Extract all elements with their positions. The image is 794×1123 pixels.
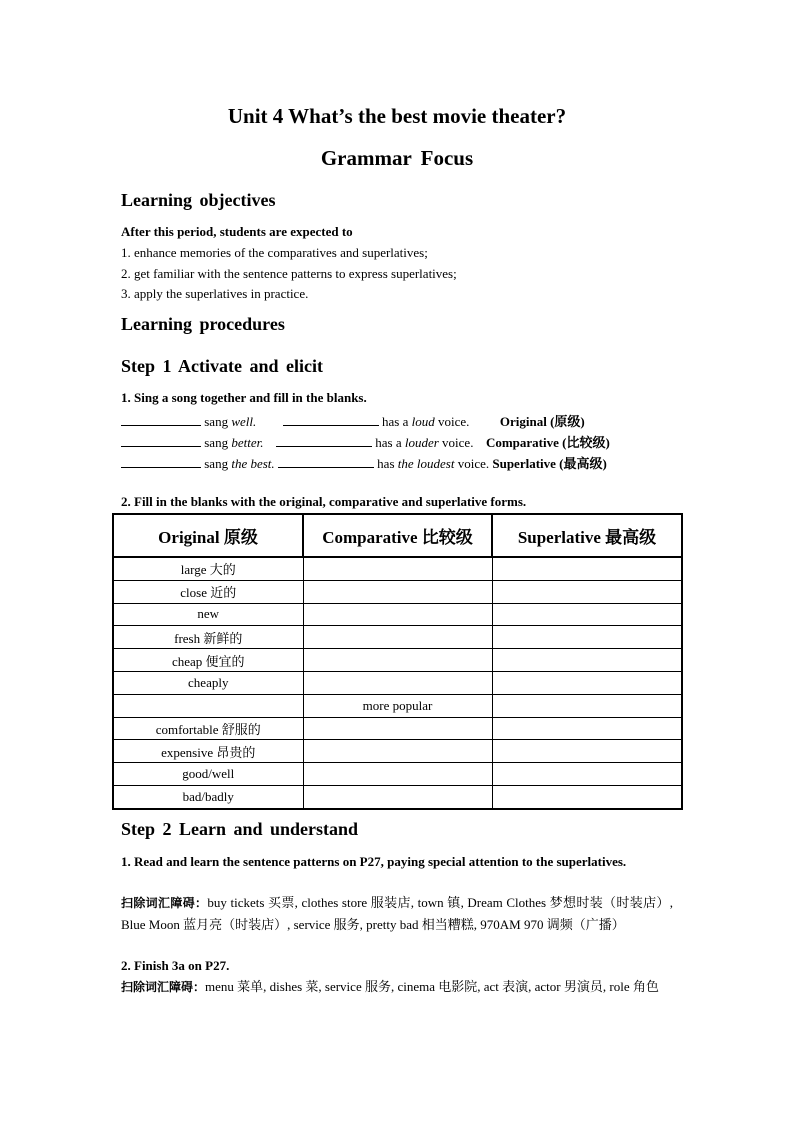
cell-original[interactable]: cheap 便宜的 (113, 649, 303, 672)
cell-comparative[interactable] (303, 649, 492, 672)
cell-original[interactable]: large 大的 (113, 557, 303, 580)
vocab-label: 扫除词汇障碍： (121, 980, 206, 994)
cell-superlative[interactable] (492, 557, 682, 580)
objective-item: 2. get familiar with the sentence patterns to express superlatives; (121, 266, 457, 281)
forms-table (112, 513, 683, 810)
objective-item: 1. enhance memories of the comparatives and superlatives; (121, 245, 428, 260)
cell-original[interactable]: bad/badly (113, 785, 303, 808)
objective-item: 3. apply the superlatives in practice. (121, 286, 309, 301)
fill-blank[interactable] (121, 435, 201, 447)
cell-original[interactable]: fresh 新鲜的 (113, 626, 303, 649)
fill-blank[interactable] (121, 414, 201, 426)
table-row (113, 626, 682, 649)
cell-comparative[interactable] (303, 740, 492, 763)
step2-heading: Step 2 Learn and understand (121, 819, 359, 839)
cell-superlative[interactable] (492, 603, 682, 626)
cell-comparative[interactable] (303, 671, 492, 694)
cell-superlative[interactable] (492, 580, 682, 603)
cell-comparative[interactable] (303, 626, 492, 649)
table-row (113, 603, 682, 626)
table-row (113, 694, 682, 717)
table-row (113, 740, 682, 763)
cell-original[interactable]: close 近的 (113, 580, 303, 603)
table-row (113, 557, 682, 580)
objectives-heading: Learning objectives (121, 190, 276, 210)
fill-blank[interactable] (121, 456, 201, 468)
column-header-comparative: Comparative 比较级 (303, 514, 492, 557)
form-label: Superlative (最高级) (492, 456, 607, 471)
cell-original[interactable]: expensive 昂贵的 (113, 740, 303, 763)
cell-superlative[interactable] (492, 649, 682, 672)
step1-task2: 2. Fill in the blanks with the original, comparative and superlative forms. (121, 494, 527, 509)
step2-task2: 2. Finish 3a on P27. (121, 958, 230, 973)
procedures-heading: Learning procedures (121, 314, 285, 334)
table-row (113, 580, 682, 603)
step2-vocab1: 扫除词汇障碍：buy tickets 买票, clothes store 服装店, town 镇, Dream Clothes 梦想时装（时装店）, Blue Moon 蓝月亮（时装店）, service 服务, pretty bad 相当糟糕, 970AM 970 调频（广播） (121, 895, 673, 932)
song-line: sang better. has a louder voice. Comparative (比较级) (121, 432, 610, 451)
table-header-row (113, 514, 682, 557)
cell-comparative[interactable] (303, 557, 492, 580)
objectives-intro: After this period, students are expected to (121, 224, 353, 239)
cell-original[interactable] (113, 694, 303, 717)
song-line: sang the best. has the loudest voice. Superlative (最高级) (121, 453, 607, 472)
form-label: Comparative (比较级) (485, 435, 610, 450)
cell-comparative[interactable] (303, 717, 492, 740)
song-line: sang well. has a loud voice. Original (原级) (121, 411, 585, 430)
cell-comparative[interactable] (303, 603, 492, 626)
cell-original[interactable]: new (113, 603, 303, 626)
cell-superlative[interactable] (492, 671, 682, 694)
table-row (113, 763, 682, 786)
cell-superlative[interactable] (492, 626, 682, 649)
cell-superlative[interactable] (492, 763, 682, 786)
fill-blank[interactable] (276, 435, 372, 447)
form-label: Original (原级) (499, 414, 585, 429)
cell-comparative[interactable] (303, 580, 492, 603)
step2-task1: 1. Read and learn the sentence patterns on P27, paying special attention to the superlatives. (121, 854, 627, 869)
column-header-superlative: Superlative 最高级 (492, 514, 682, 557)
cell-comparative[interactable]: more popular (303, 694, 492, 717)
table-row (113, 785, 682, 808)
column-header-original: Original 原级 (113, 514, 303, 557)
cell-superlative[interactable] (492, 694, 682, 717)
cell-comparative[interactable] (303, 763, 492, 786)
fill-blank[interactable] (278, 456, 374, 468)
cell-original[interactable]: good/well (113, 763, 303, 786)
cell-superlative[interactable] (492, 785, 682, 808)
fill-blank[interactable] (283, 414, 379, 426)
table-row (113, 649, 682, 672)
cell-superlative[interactable] (492, 717, 682, 740)
document-title: Unit 4 What’s the best movie theater? (227, 104, 567, 128)
step2-vocab2: 扫除词汇障碍：menu 菜单, dishes 菜, service 服务, cinema 电影院, act 表演, actor 男演员, role 角色 (121, 979, 659, 994)
vocab-label: 扫除词汇障碍： (121, 896, 208, 910)
step1-task1: 1. Sing a song together and fill in the blanks. (121, 390, 367, 405)
cell-original[interactable]: comfortable 舒服的 (113, 717, 303, 740)
cell-superlative[interactable] (492, 740, 682, 763)
table-row (113, 717, 682, 740)
table-row (113, 671, 682, 694)
cell-comparative[interactable] (303, 785, 492, 808)
cell-original[interactable]: cheaply (113, 671, 303, 694)
document-subtitle: Grammar Focus (320, 146, 474, 170)
step1-heading: Step 1 Activate and elicit (121, 356, 323, 376)
